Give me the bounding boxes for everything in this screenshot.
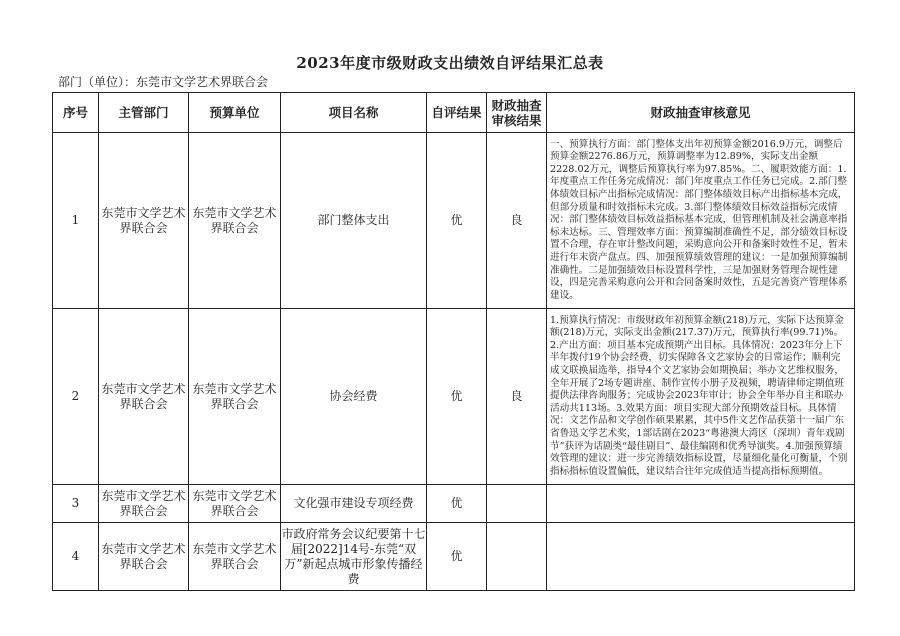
row-review-result: 良 — [487, 309, 547, 485]
header-row — [53, 93, 855, 133]
header-review-result: 财政抽查审核结果 — [487, 93, 547, 133]
row-project: 部门整体支出 — [281, 133, 427, 309]
table-row — [53, 485, 855, 523]
row-unit: 东莞市文学艺术界联合会 — [189, 485, 281, 523]
row-project: 文化强市建设专项经费 — [281, 485, 427, 523]
row-self-eval: 优 — [427, 309, 487, 485]
row-unit: 东莞市文学艺术界联合会 — [189, 523, 281, 591]
header-review-opinion: 财政抽查审核意见 — [547, 93, 855, 133]
header-unit: 预算单位 — [189, 93, 281, 133]
row-self-eval: 优 — [427, 485, 487, 523]
table-row — [53, 523, 855, 591]
row-review-opinion: 1.预算执行情况：市级财政年初预算金额(218)万元，实际下达预算金额(218)万元，实际支出金额(217.37)万元，预算执行率(99.71)%。2.产出方面：项目基本完成预期产出目标。具体情况：2023年分上下半年拨付19个协会经费，切实保障各文艺家协会的日常运作；顺利完成文联换届选举，指导4个文艺家协会如期换届；举办文艺维权服务，全年开展了2场专题讲座、制作宣传小册子及视频，聘请律师定期值班提供法律咨询服务；完成协会2023年审计；协会全年举办自主和联办活动共113场。3.效果方面：项目实现大部分预期效益目标。具体情况：文艺作品和文学创作硕果累累，其中5件文艺作品获第十一届广东省鲁迅文学艺术奖，1部话剧在2023“粤港澳大湾区（深圳）青年戏剧节”获评为话剧类“最佳剧目”、最佳编剧和优秀导演奖。4.加强预算绩效管理的建议：进一步完善绩效指标设置，尽量细化量化可衡量，个别指标指标值设置偏低，建议结合往年完成值适当提高指标预期值。 — [547, 309, 855, 485]
row-dept: 东莞市文学艺术界联合会 — [99, 485, 189, 523]
table-row — [53, 133, 855, 309]
header-seq: 序号 — [53, 93, 99, 133]
row-unit: 东莞市文学艺术界联合会 — [189, 133, 281, 309]
row-review-result — [487, 523, 547, 591]
row-dept: 东莞市文学艺术界联合会 — [99, 523, 189, 591]
header-project: 项目名称 — [281, 93, 427, 133]
page-title: 2023年度市级财政支出绩效自评结果汇总表 — [296, 54, 604, 72]
row-review-opinion — [547, 485, 855, 523]
row-project: 市政府常务会议纪要第十七届[2022]14号-东莞“双万”新起点城市形象传播经费 — [281, 523, 427, 591]
row-seq: 3 — [53, 485, 99, 523]
row-seq: 1 — [53, 133, 99, 309]
row-review-opinion — [547, 523, 855, 591]
table-row — [53, 309, 855, 485]
row-review-opinion: 一、预算执行方面：部门整体支出年初预算金额2016.9万元，调整后预算金额2276.86万元，预算调整率为12.89%，实际支出金额2228.02万元，调整后预算执行率为97.85%。二、履职效能方面：1.年度重点工作任务完成情况：部门年度重点工作任务已完成。2.部门整体绩效目标产出指标完成情况：部门整体绩效目标产出指标基本完成，但部分质量和时效指标未完成。3.部门整体绩效目标效益指标完成情况：部门整体绩效目标效益指标基本完成，但管理机制及社会满意率指标未达标。三、管理效率方面：预算编制准确性不足，部分绩效目标设置不合理，存在审计整改问题，采购意向公开和备案时效性不足，暂未进行年末资产盘点。四、加强预算绩效管理的建议：一是加强预算编制准确性。二是加强绩效目标设置科学性，三是加强财务管理合规性建设，四是完善采购意向公开和合同备案时效性，五是完善资产管理体系建设。 — [547, 133, 855, 309]
row-seq: 4 — [53, 523, 99, 591]
row-unit: 东莞市文学艺术界联合会 — [189, 309, 281, 485]
summary-table — [52, 92, 855, 591]
row-dept: 东莞市文学艺术界联合会 — [99, 133, 189, 309]
department-line: 部门（单位）：东莞市文学艺术界联合会 — [58, 75, 269, 89]
row-project: 协会经费 — [281, 309, 427, 485]
row-self-eval: 优 — [427, 523, 487, 591]
row-review-result — [487, 485, 547, 523]
header-dept: 主管部门 — [99, 93, 189, 133]
row-self-eval: 优 — [427, 133, 487, 309]
row-review-result: 良 — [487, 133, 547, 309]
row-seq: 2 — [53, 309, 99, 485]
header-self-eval: 自评结果 — [427, 93, 487, 133]
row-dept: 东莞市文学艺术界联合会 — [99, 309, 189, 485]
